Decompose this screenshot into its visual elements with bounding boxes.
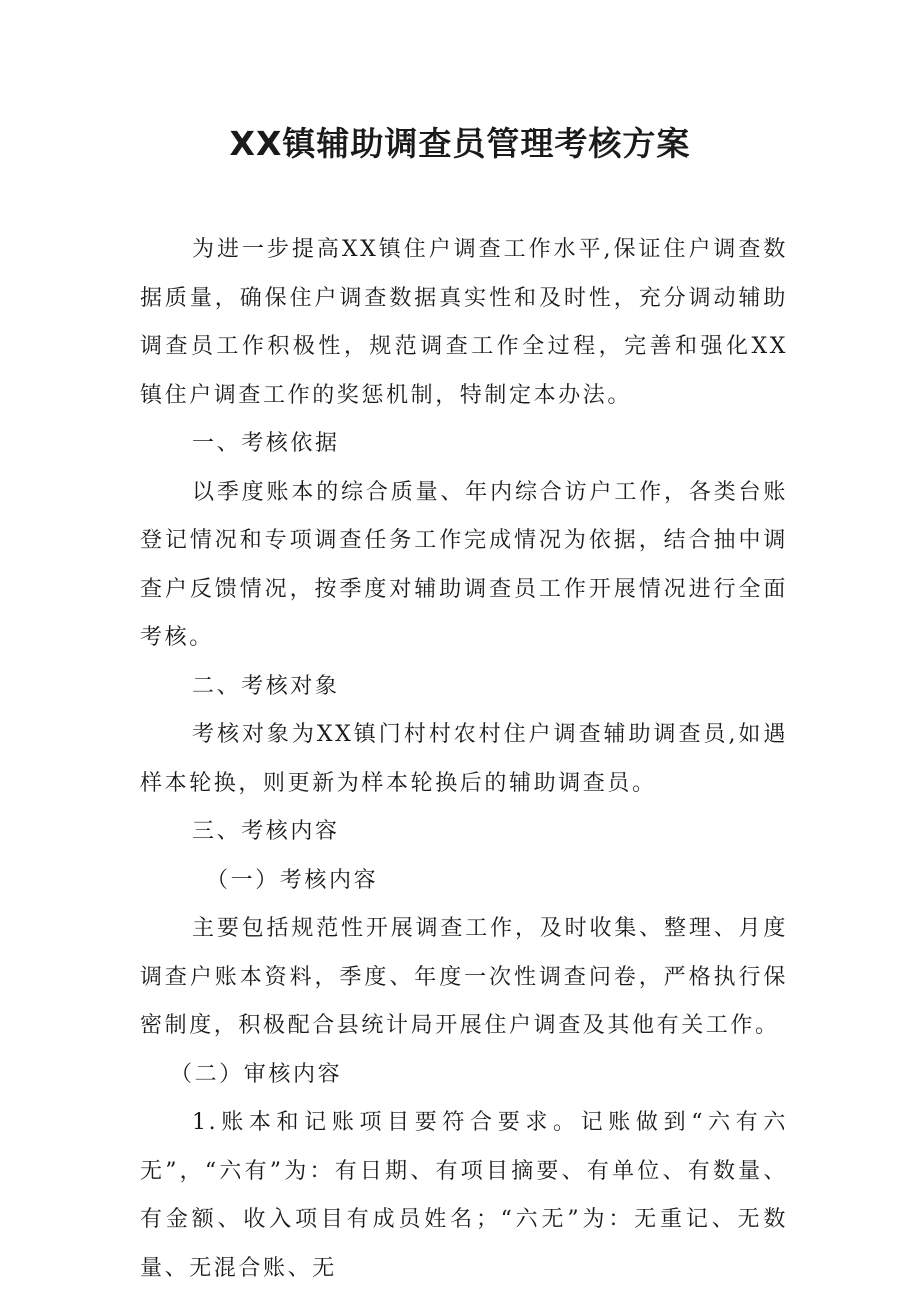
document-title: XX镇辅助调查员管理考核方案 — [229, 124, 691, 163]
section-heading-content: 三、考核内容 — [192, 819, 340, 844]
document-body — [140, 226, 788, 1293]
basis-paragraph: 以季度账本的综合质量、年内综合访户工作，各类台账登记情况和专项调查任务工作完成情况为依据，结合抽中调查户反馈情况，按季度对辅助调查员工作开展情况进行全面考核。 — [140, 479, 788, 650]
target-paragraph: 考核对象为XX镇门村村农村住户调查辅助调查员,如遇样本轮换，则更新为样本轮换后的辅助调查员。 — [140, 722, 788, 796]
subheading-assessment-content: （一）考核内容 — [206, 867, 379, 893]
intro-paragraph: 为进一步提高XX镇住户调查工作水平,保证住户调查数据质量，确保住户调查数据真实性和及时性，充分调动辅助调查员工作积极性，规范调查工作全过程，完善和强化XX镇住户调查工作的奖惩机制，特制定本办法。 — [140, 237, 788, 408]
section-heading-basis: 一、考核依据 — [192, 431, 340, 456]
assessment-content-paragraph: 主要包括规范性开展调查工作，及时收集、整理、月度调查户账本资料，季度、年度一次性调查问卷，严格执行保密制度，积极配合县统计局开展住户调查及其他有关工作。 — [140, 916, 788, 1038]
section-heading-target: 二、考核对象 — [192, 673, 340, 699]
review-item-1: 1.账本和记账项目要符合要求。记账做到“六有六无”，“六有”为：有日期、有项目摘要、有单位、有数量、有金额、收入项目有成员姓名；“六无”为：无重记、无数量、无混合账、无 — [140, 1110, 788, 1281]
subheading-review-content: （二）审核内容 — [170, 1061, 343, 1087]
